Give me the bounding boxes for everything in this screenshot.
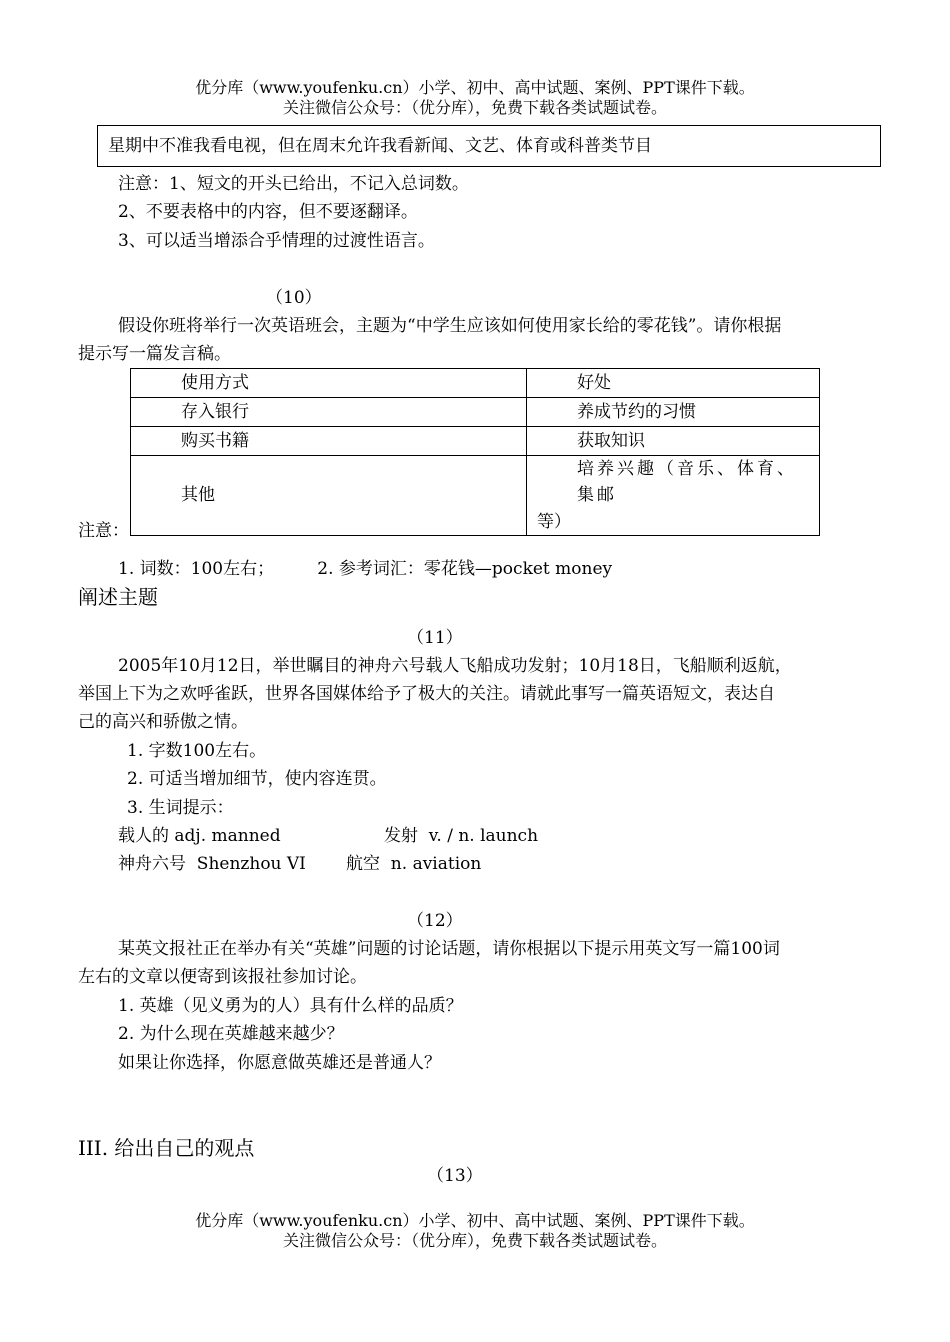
boxed-note-text: 星期中不准我看电视，但在周末允许我看新闻、文艺、体育或科普类节目 [108, 136, 652, 156]
q12-number: （12） [407, 911, 463, 931]
table-header-benefit: 好处 [527, 369, 820, 398]
table-header-method: 使用方式 [131, 369, 527, 398]
q12-item-3: 如果让你选择，你愿意做英雄还是普通人？ [118, 1053, 441, 1073]
table-row [131, 427, 820, 456]
q12-line-1: 某英文报社正在举办有关“英雄”问题的讨论话题，请你根据以下提示用英文写一篇100词 [118, 939, 780, 959]
header-line-1: 优分库（www.youfenku.cn）小学、初中、高中试题、案例、PPT课件下载。 [195, 78, 755, 97]
section-3-title: III. 给出自己的观点 [78, 1136, 255, 1160]
q10-note-label: 注意： [78, 521, 129, 541]
section-title-elaborate: 阐述主题 [78, 585, 158, 609]
table-cell: 其他 [131, 456, 527, 536]
note-3: 3、可以适当增添合乎情理的过渡性语言。 [118, 231, 435, 251]
table-header-row [131, 369, 820, 398]
q11-vocab-1b: 发射 v. / n. launch [384, 826, 539, 846]
table-cell: 获取知识 [527, 427, 820, 456]
q11-number: （11） [407, 628, 463, 648]
q13-number: （13） [427, 1166, 483, 1186]
q11-line-3: 己的高兴和骄傲之情。 [78, 712, 248, 732]
q12-item-2: 2. 为什么现在英雄越来越少？ [118, 1024, 344, 1044]
q11-vocab-2a: 神舟六号 Shenzhou VI [118, 854, 306, 874]
q11-line-1: 2005年10月12日，举世瞩目的神舟六号载人飞船成功发射；10月18日，飞船顺利返航， [118, 656, 792, 676]
note-1: 注意：1、短文的开头已给出，不记入总词数。 [118, 174, 469, 194]
q10-table [130, 368, 820, 536]
footer-line-2: 关注微信公众号：（优分库），免费下载各类试题试卷。 [282, 1231, 667, 1250]
table-cell-wrapped [527, 456, 820, 536]
table-cell-line-2: 等） [537, 511, 571, 532]
q10-note-items: 1. 词数：100左右； 2. 参考词汇：零花钱—pocket money [118, 559, 613, 579]
q11-vocab-1a: 载人的 adj. manned [118, 826, 281, 846]
q12-line-2: 左右的文章以便寄到该报社参加讨论。 [78, 967, 367, 987]
boxed-note [97, 125, 881, 167]
table-row [131, 398, 820, 427]
q11-line-2: 举国上下为之欢呼雀跃，世界各国媒体给予了极大的关注。请就此事写一篇英语短文，表达自 [78, 684, 775, 704]
q10-prompt-line-2: 提示写一篇发言稿。 [78, 344, 231, 364]
note-2: 2、不要表格中的内容，但不要逐翻译。 [118, 202, 418, 222]
q11-req-3: 3. 生词提示： [127, 798, 234, 818]
footer-line-1: 优分库（www.youfenku.cn）小学、初中、高中试题、案例、PPT课件下载。 [195, 1211, 755, 1230]
table-cell-line-1: 培养兴趣（音乐、体育、集邮 [577, 459, 797, 506]
table-cell: 存入银行 [131, 398, 527, 427]
q11-req-1: 1. 字数100左右。 [127, 741, 267, 761]
q11-vocab-2b: 航空 n. aviation [346, 854, 482, 874]
q12-item-1: 1. 英雄（见义勇为的人）具有什么样的品质？ [118, 996, 463, 1016]
table-cell: 养成节约的习惯 [527, 398, 820, 427]
header-line-2: 关注微信公众号：（优分库），免费下载各类试题试卷。 [282, 98, 667, 117]
table-cell: 购买书籍 [131, 427, 527, 456]
table-row [131, 456, 820, 536]
q11-req-2: 2. 可适当增加细节，使内容连贯。 [127, 769, 387, 789]
q10-number: （10） [266, 288, 322, 308]
q10-prompt-line-1: 假设你班将举行一次英语班会，主题为“中学生应该如何使用家长给的零花钱”。请你根据 [118, 316, 782, 336]
